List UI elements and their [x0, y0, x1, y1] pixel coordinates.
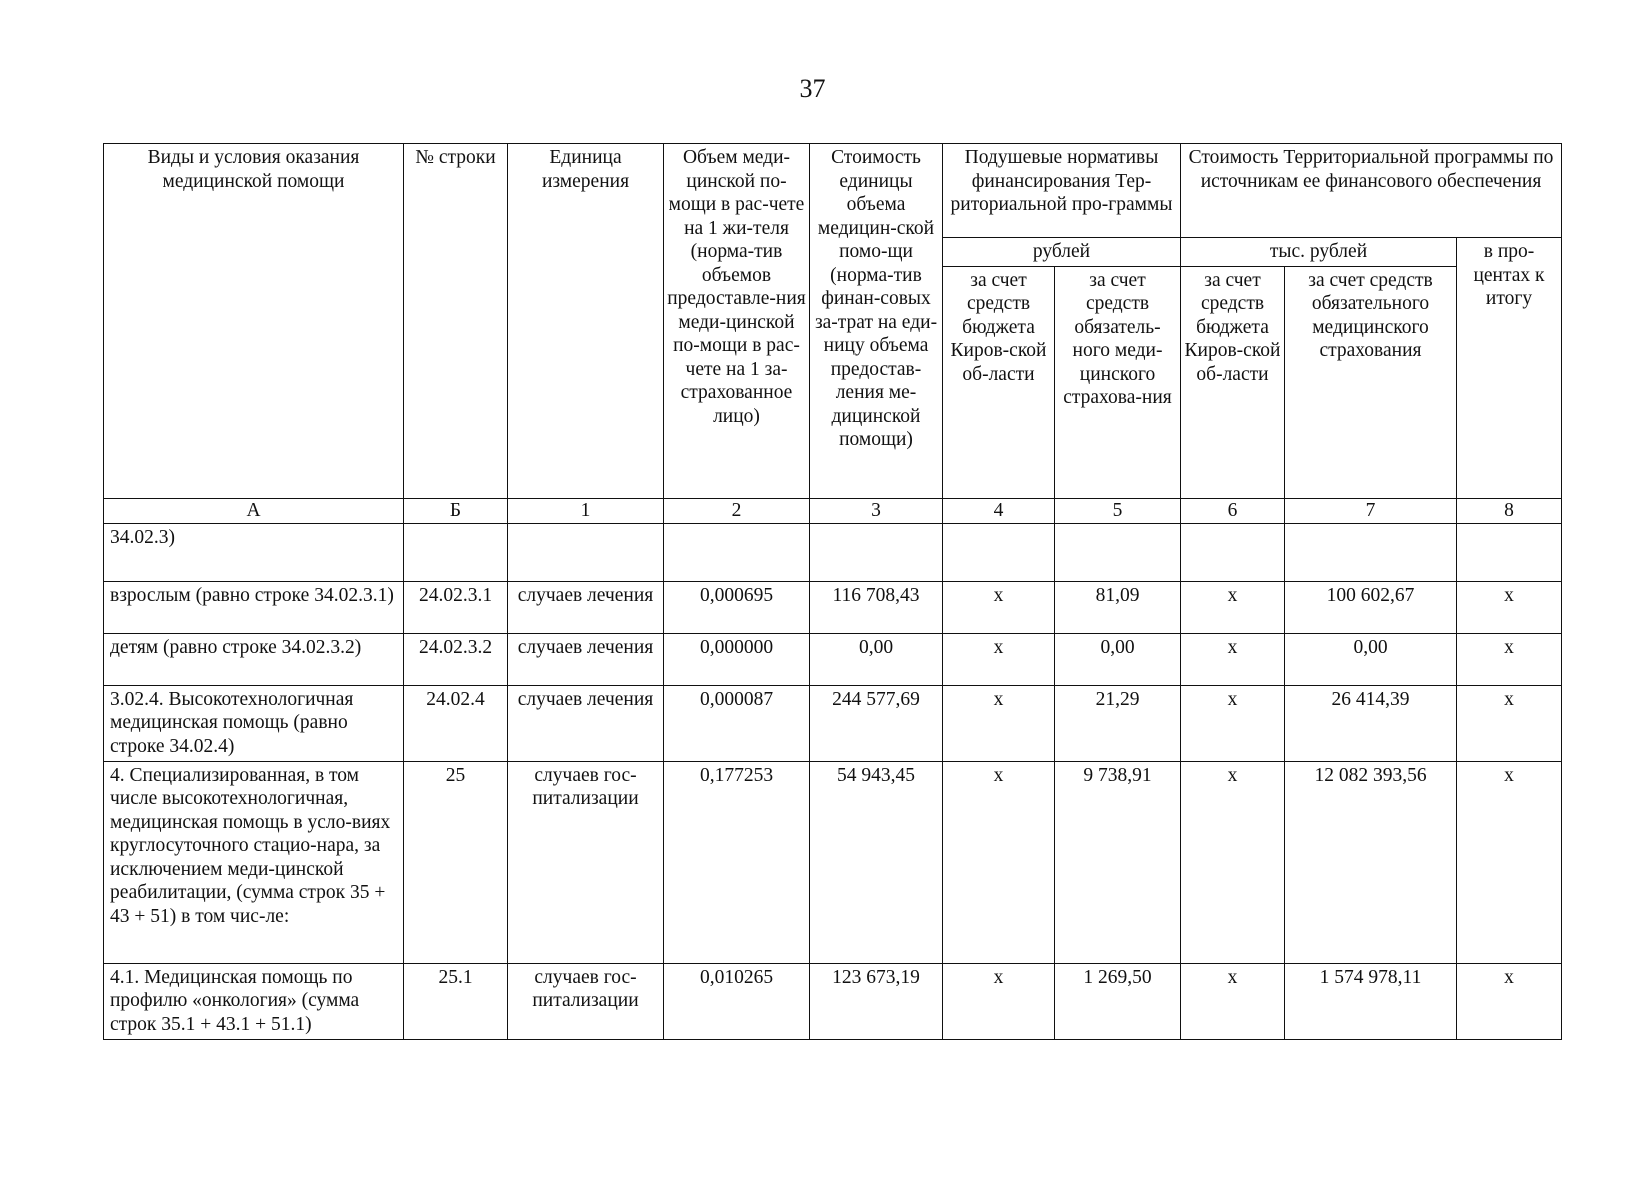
- row-cost: [810, 523, 943, 581]
- column-number: 1: [508, 498, 664, 523]
- row-volume: 0,000087: [664, 685, 810, 761]
- row-unit: случаев лечения: [508, 581, 664, 633]
- header-unit-rubles: рублей: [943, 238, 1181, 267]
- row-col-6: х: [1181, 633, 1285, 685]
- row-name: 4.1. Медицинская помощь по профилю «онкология» (сумма строк 35.1 + 43.1 + 51.1): [104, 963, 404, 1039]
- table-row: [104, 633, 1562, 685]
- header-oms-rubles: за счет средств обязатель-ного меди-цинского страхова-ния: [1055, 266, 1181, 498]
- row-unit: случаев лечения: [508, 685, 664, 761]
- program-cost-table: [103, 143, 1562, 1040]
- row-col-5: 9 738,91: [1055, 761, 1181, 963]
- row-volume: 0,177253: [664, 761, 810, 963]
- row-col-7: [1285, 523, 1457, 581]
- row-line: [404, 523, 508, 581]
- table-row: [104, 761, 1562, 963]
- row-col-5: 81,09: [1055, 581, 1181, 633]
- row-col-8: х: [1457, 761, 1562, 963]
- row-volume: [664, 523, 810, 581]
- row-col-6: [1181, 523, 1285, 581]
- row-col-4: х: [943, 963, 1055, 1039]
- column-number: 7: [1285, 498, 1457, 523]
- page-number: 37: [799, 74, 826, 103]
- row-col-8: х: [1457, 963, 1562, 1039]
- row-col-7: 12 082 393,56: [1285, 761, 1457, 963]
- row-unit: [508, 523, 664, 581]
- row-cost: 123 673,19: [810, 963, 943, 1039]
- row-name: 3.02.4. Высокотехнологичная медицинская помощь (равно строке 34.02.4): [104, 685, 404, 761]
- row-unit: случаев гос-питализации: [508, 761, 664, 963]
- row-line: 24.02.3.1: [404, 581, 508, 633]
- row-col-6: х: [1181, 761, 1285, 963]
- row-volume: 0,000695: [664, 581, 810, 633]
- row-col-8: х: [1457, 581, 1562, 633]
- table-row: [104, 581, 1562, 633]
- row-col-5: 1 269,50: [1055, 963, 1181, 1039]
- header-unit: Единица измерения: [508, 144, 664, 499]
- column-number: 2: [664, 498, 810, 523]
- header-per-capita-norms: Подушевые нормативы финансирования Тер-риториальной про-граммы: [943, 144, 1181, 238]
- row-col-8: х: [1457, 633, 1562, 685]
- row-unit: случаев лечения: [508, 633, 664, 685]
- row-col-4: х: [943, 633, 1055, 685]
- header-kinds-of-care: Виды и условия оказания медицинской помощи: [104, 144, 404, 499]
- row-col-6: х: [1181, 581, 1285, 633]
- header-regional-budget-thousand: за счет средств бюджета Киров-ской об-ласти: [1181, 266, 1285, 498]
- header-program-cost: Стоимость Территориальной программы по источникам ее финансового обеспечения: [1181, 144, 1562, 238]
- row-cost: 116 708,43: [810, 581, 943, 633]
- row-line: 25: [404, 761, 508, 963]
- row-line: 25.1: [404, 963, 508, 1039]
- row-name: взрослым (равно строке 34.02.3.1): [104, 581, 404, 633]
- table-row: [104, 963, 1562, 1039]
- header-unit-thousand-rubles: тыс. рублей: [1181, 238, 1457, 267]
- row-name: детям (равно строке 34.02.3.2): [104, 633, 404, 685]
- header-unit-cost: Стоимость единицы объема медицин-ской помо-щи (норма-тив финан-совых за-трат на еди-ницу объема предостав-ления ме-дицинской помощи): [810, 144, 943, 499]
- row-col-7: 1 574 978,11: [1285, 963, 1457, 1039]
- row-col-8: [1457, 523, 1562, 581]
- row-name: 34.02.3): [104, 523, 404, 581]
- row-volume: 0,010265: [664, 963, 810, 1039]
- row-line: 24.02.4: [404, 685, 508, 761]
- column-number: 3: [810, 498, 943, 523]
- header-regional-budget-rubles: за счет средств бюджета Киров-ской об-ласти: [943, 266, 1055, 498]
- column-number: Б: [404, 498, 508, 523]
- column-number: 5: [1055, 498, 1181, 523]
- column-number: А: [104, 498, 404, 523]
- row-name: 4. Специализированная, в том числе высокотехнологичная, медицинская помощь в усло-виях круглосуточного стацио-нара, за исключением меди-цинской реабилитации, (сумма строк 35 + 43 + 51) в том чис-ле:: [104, 761, 404, 963]
- row-col-8: х: [1457, 685, 1562, 761]
- row-line: 24.02.3.2: [404, 633, 508, 685]
- header-line-number: № строки: [404, 144, 508, 499]
- table-row: [104, 523, 1562, 581]
- row-col-7: 26 414,39: [1285, 685, 1457, 761]
- row-col-4: х: [943, 761, 1055, 963]
- row-col-4: х: [943, 581, 1055, 633]
- row-col-6: х: [1181, 963, 1285, 1039]
- row-col-4: х: [943, 685, 1055, 761]
- row-col-6: х: [1181, 685, 1285, 761]
- row-col-7: 0,00: [1285, 633, 1457, 685]
- row-col-5: 0,00: [1055, 633, 1181, 685]
- header-percent-of-total: в про-центах к итогу: [1457, 238, 1562, 499]
- row-cost: 54 943,45: [810, 761, 943, 963]
- column-number: 8: [1457, 498, 1562, 523]
- header-volume: Объем меди-цинской по-мощи в рас-чете на 1 жи-теля (норма-тив объемов предоставле-ния меди-цинской по-мощи в рас-чете на 1 за-страхованное лицо): [664, 144, 810, 499]
- row-col-4: [943, 523, 1055, 581]
- row-cost: 0,00: [810, 633, 943, 685]
- table-row: [104, 685, 1562, 761]
- row-col-5: [1055, 523, 1181, 581]
- header-oms-thousand: за счет средств обязательного медицинского страхования: [1285, 266, 1457, 498]
- row-unit: случаев гос-питализации: [508, 963, 664, 1039]
- column-number: 6: [1181, 498, 1285, 523]
- row-volume: 0,000000: [664, 633, 810, 685]
- row-col-7: 100 602,67: [1285, 581, 1457, 633]
- column-number: 4: [943, 498, 1055, 523]
- column-number-row: [104, 498, 1562, 523]
- row-col-5: 21,29: [1055, 685, 1181, 761]
- row-cost: 244 577,69: [810, 685, 943, 761]
